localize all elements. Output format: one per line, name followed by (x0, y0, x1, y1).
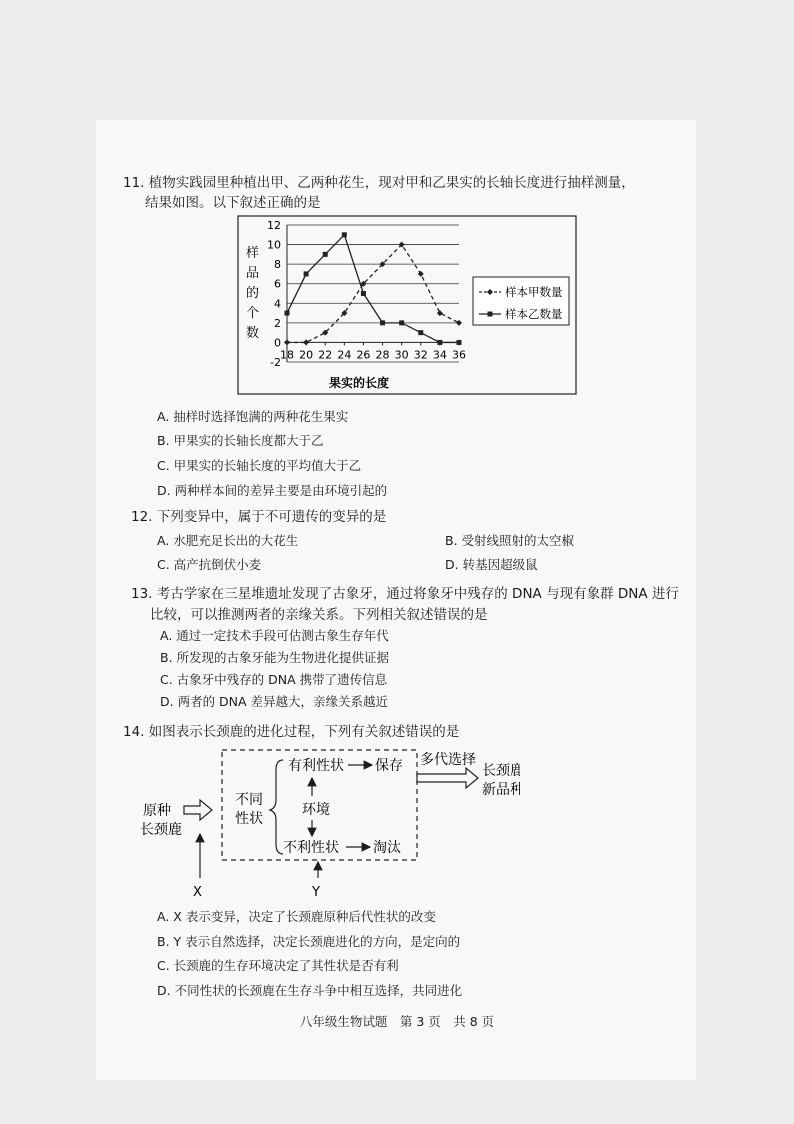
diff-label-2: 性状 (235, 811, 263, 827)
y-tick-label: 6 (274, 277, 281, 291)
origin-label-2: 长颈鹿 (140, 822, 182, 838)
series-line (287, 235, 459, 343)
q14-option-b: B. Y 表示自然选择，决定长颈鹿进化的方向，是定向的 (157, 934, 461, 949)
x-tick-label: 34 (432, 348, 447, 362)
q13-stem-line1: 13. 考古学家在三星堆遗址发现了古象牙，通过将象牙中残存的 DNA 与现有象群 DNA 进行 (131, 586, 679, 602)
chart-ylabel (246, 245, 259, 341)
legend-label: 样本甲数量 (505, 285, 563, 299)
x-tick-label: 26 (356, 348, 371, 362)
env-label: 环境 (302, 802, 330, 818)
y-tick-label: 8 (274, 258, 281, 272)
favorable-trait: 有利性状 (288, 758, 344, 774)
y-label: Y (312, 885, 320, 900)
ylabel-char: 品 (246, 266, 260, 281)
q12-stem: 12. 下列变异中，属于不可遗传的变异的是 (131, 509, 387, 525)
y-tick-label: 10 (267, 238, 281, 252)
q11-option-b: B. 甲果实的长轴长度都大于乙 (157, 433, 324, 448)
q14-option-a: A. X 表示变异，决定了长颈鹿原种后代性状的改变 (157, 909, 436, 924)
data-point (361, 291, 366, 296)
data-point (399, 320, 404, 325)
data-point (303, 339, 309, 345)
ylabel-char: 数 (246, 326, 260, 341)
x-tick-label: 36 (452, 348, 466, 362)
q13-option-b: B. 所发现的古象牙能为生物进化提供证据 (160, 650, 390, 665)
data-point (284, 339, 290, 345)
q14-option-c: C. 长颈鹿的生存环境决定了其性状是否有利 (157, 958, 399, 973)
x-tick-label: 28 (375, 348, 390, 362)
hollow-arrow-origin (184, 800, 212, 820)
x-tick-label: 20 (299, 348, 314, 362)
x-tick-label: 24 (337, 348, 352, 362)
q14-diagram-svg (140, 748, 520, 903)
data-point (285, 311, 290, 316)
brace (270, 760, 283, 854)
q11-stem-line1: 11. 植物实践园里种植出甲、乙两种花生，现对甲和乙果实的长轴长度进行抽样测量， (123, 175, 635, 191)
eliminate-label: 淘汰 (373, 840, 401, 856)
q11-option-d: D. 两种样本间的差异主要是由环境引起的 (157, 483, 388, 498)
q13-option-d: D. 两者的 DNA 差异越大，亲缘关系越近 (160, 694, 389, 709)
y-tick-label: 2 (274, 316, 281, 330)
chart-gridlines (287, 225, 459, 362)
data-point (418, 330, 423, 335)
origin-label-1: 原种 (143, 803, 171, 819)
q14-option-d: D. 不同性状的长颈鹿在生存斗争中相互选择，共同进化 (157, 983, 463, 998)
q12-option-c: C. 高产抗倒伏小麦 (157, 557, 262, 572)
x-tick-label: 32 (413, 348, 428, 362)
chart-xlabel: 果实的长度 (329, 376, 390, 390)
legend-label: 样本乙数量 (505, 307, 563, 321)
new-breed-label-1: 长颈鹿 (482, 763, 520, 779)
q12-option-b: B. 受射线照射的太空椒 (445, 533, 575, 548)
page-footer: 八年级生物试题 第 3 页 共 8 页 (299, 1014, 495, 1029)
data-point (437, 340, 442, 345)
q13-option-a: A. 通过一定技术手段可估测古象生存年代 (160, 628, 389, 643)
q14-diagram (140, 748, 520, 903)
hollow-arrow-multi (417, 768, 478, 788)
x-label: X (193, 885, 202, 900)
diff-label-1: 不同 (235, 792, 263, 808)
keep-label: 保存 (375, 758, 403, 774)
data-point (456, 320, 462, 326)
q11-stem-line2: 结果如图。以下叙述正确的是 (145, 195, 321, 211)
data-point (380, 320, 385, 325)
x-tick-label: 30 (394, 348, 409, 362)
y-tick-label: 0 (274, 336, 281, 350)
ylabel-char: 的 (246, 286, 260, 301)
x-tick-label: 18 (280, 348, 294, 362)
data-point (342, 232, 347, 237)
y-tick-label: 4 (274, 297, 281, 311)
y-tick-label: 12 (267, 219, 281, 232)
q12-option-a: A. 水肥充足长出的大花生 (157, 533, 299, 548)
ylabel-char: 个 (246, 306, 260, 321)
series-line (287, 245, 459, 343)
q11-option-c: C. 甲果实的长轴长度的平均值大于乙 (157, 458, 362, 473)
q14-stem: 14. 如图表示长颈鹿的进化过程，下列有关叙述错误的是 (123, 724, 460, 740)
unfavorable-trait: 不利性状 (283, 840, 339, 856)
q13-stem-line2: 比较，可以推测两者的亲缘关系。下列相关叙述错误的是 (150, 607, 488, 623)
y-tick-label: -2 (270, 356, 281, 369)
ylabel-char: 样 (246, 246, 260, 261)
data-point (304, 271, 309, 276)
q11-chart (237, 215, 577, 395)
legend-marker (488, 312, 493, 317)
new-breed-label-2: 新品种 (482, 782, 520, 798)
q13-option-c: C. 古象牙中残存的 DNA 携带了遗传信息 (160, 672, 388, 687)
data-point (437, 310, 443, 316)
q12-option-d: D. 转基因超级鼠 (445, 557, 538, 572)
q11-option-a: A. 抽样时选择饱满的两种花生果实 (157, 409, 349, 424)
x-tick-label: 22 (318, 348, 333, 362)
q11-chart-svg (237, 215, 577, 395)
chart-legend (473, 277, 569, 325)
chart-series (284, 232, 462, 345)
multi-selection-label: 多代选择 (420, 752, 476, 768)
data-point (457, 340, 462, 345)
data-point (323, 252, 328, 257)
